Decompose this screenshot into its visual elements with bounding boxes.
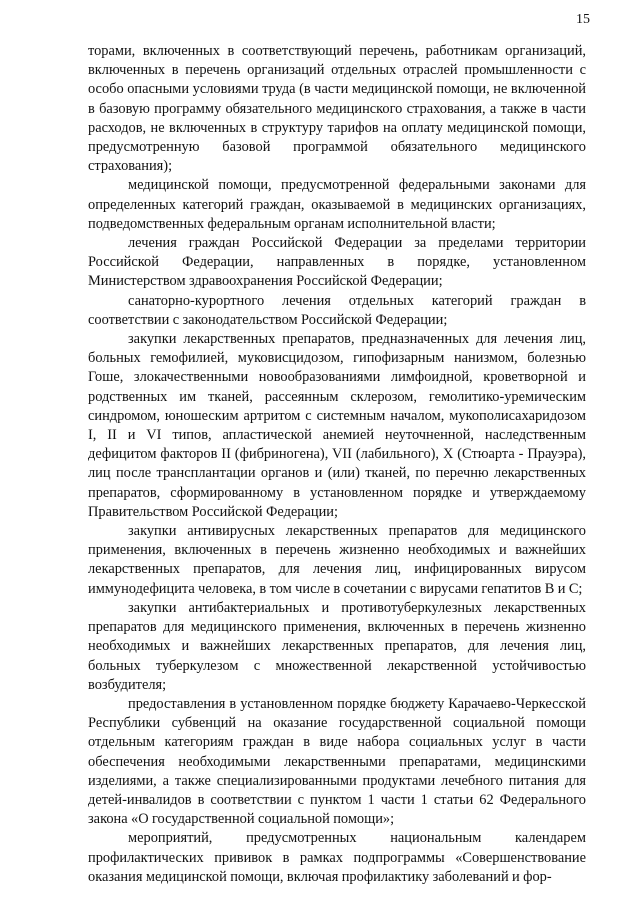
paragraph-2: медицинской помощи, предусмотренной федеральными законами для определенных категорий граждан, оказываемой в медицинских организациях, подведомственных федеральным органам исполнительной власти; bbox=[88, 177, 586, 232]
paragraph-6: закупки антивирусных лекарственных препаратов для медицинского применения, включенных в перечень жизненно необходимых и важнейших лекарственных препаратов, для лечения лиц, инфицированных вирусом иммунодефицита человека, в том числе в сочетании с вирусами гепатитов В и С; bbox=[88, 523, 586, 597]
paragraph-1: торами, включенных в соответствующий перечень, работникам организаций, включенных в перечень организаций отдельных отраслей промышленности с особо опасными условиями труда (в части медицинской помощи, не включенной в базовую программу обязательного медицинского страхования, а также в части расходов, не включенных в структуру тарифов на оплату медицинской помощи, предусмотренную базовой программой обязательного медицинского страхования); bbox=[88, 43, 586, 175]
page-number: 15 bbox=[576, 12, 590, 27]
paragraph-7: закупки антибактериальных и противотуберкулезных лекарственных препаратов для медицинского применения, включенных в перечень жизненно необходимых и важнейших лекарственных препаратов, для лечения лиц, больных туберкулезом с множественной лекарственной устойчивостью возбудителя; bbox=[88, 599, 586, 693]
paragraph-8: предоставления в установленном порядке бюджету Карачаево-Черкесской Республики субвенций на оказание государственной социальной помощи отдельным категориям граждан в виде набора социальных услуг в части обеспечения необходимыми лекарственными препаратами, медицинскими изделиями, а также специализированными продуктами лечебного питания для детей-инвалидов в соответствии с пунктом 1 части 1 статьи 62 Федерального закона «О государственной социальной помощи»; bbox=[88, 695, 586, 828]
paragraph-9: мероприятий, предусмотренных национальным календарем профилактических прививок в рамках подпрограммы «Совершенствование оказания медицинской помощи, включая профилактику заболеваний и фор- bbox=[88, 830, 586, 885]
document-body bbox=[88, 42, 586, 887]
paragraph-4: санаторно-курортного лечения отдельных категорий граждан в соответствии с законодательством Российской Федерации; bbox=[88, 292, 586, 328]
paragraph-3: лечения граждан Российской Федерации за пределами территории Российской Федерации, направленных в порядке, установленном Министерством здравоохранения Российской Федерации; bbox=[88, 235, 586, 290]
paragraph-5: закупки лекарственных препаратов, предназначенных для лечения лиц, больных гемофилией, муковисцидозом, гипофизарным нанизмом, болезнью Гоше, злокачественными новообразованиями лимфоидной, кроветворной и родственных им тканей, рассеянным склерозом, гемолитико-уремическим синдромом, юношеским артритом с системным началом, мукополисахаридозом I, II и VI типов, апластической анемией неуточненной, наследственным дефицитом факторов II (фибриногена), VII (лабильного), X (Стюарта - Прауэра), лиц после трансплантации органов и (или) тканей, по перечню лекарственных препаратов, сформированному в установленном порядке и утверждаемому Правительством Российской Федерации; bbox=[88, 331, 586, 520]
